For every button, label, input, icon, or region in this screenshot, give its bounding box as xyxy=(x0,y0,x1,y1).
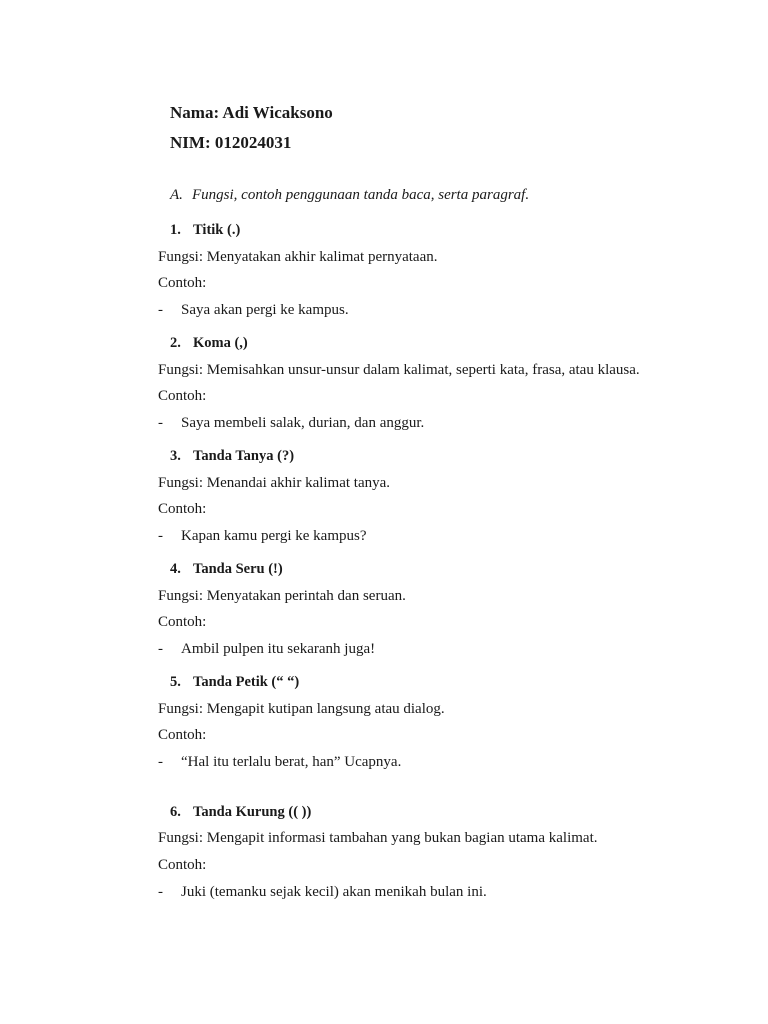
item-number: 4. xyxy=(170,561,181,577)
item-function: Fungsi: Memisahkan unsur-unsur dalam kalimat, seperti kata, frasa, atau klausa. xyxy=(158,362,640,378)
item-heading xyxy=(170,674,299,691)
item-function: Fungsi: Menyatakan akhir kalimat pernyataan. xyxy=(158,249,438,265)
item-number: 6. xyxy=(170,804,181,820)
item-function: Fungsi: Mengapit kutipan langsung atau dialog. xyxy=(158,701,445,717)
example-bullet xyxy=(158,302,349,319)
item-function: Fungsi: Mengapit informasi tambahan yang bukan bagian utama kalimat. xyxy=(158,830,598,846)
item-function: Fungsi: Menandai akhir kalimat tanya. xyxy=(158,475,391,491)
example-label: Contoh: xyxy=(158,614,207,630)
example-label: Contoh: xyxy=(158,388,207,404)
example-text: Saya membeli salak, durian, dan anggur. xyxy=(181,415,425,431)
item-title: Titik (.) xyxy=(193,222,241,238)
example-bullet xyxy=(158,415,424,432)
bullet-dash: - xyxy=(158,884,163,900)
item-title: Tanda Tanya (?) xyxy=(193,448,295,464)
bullet-dash: - xyxy=(158,754,163,770)
item-number: 3. xyxy=(170,448,181,464)
example-label: Contoh: xyxy=(158,275,207,291)
student-name: Nama: Adi Wicaksono xyxy=(170,103,333,122)
example-bullet xyxy=(158,641,375,658)
item-heading xyxy=(170,448,294,465)
item-function: Fungsi: Menyatakan perintah dan seruan. xyxy=(158,588,406,604)
item-title: Tanda Seru (!) xyxy=(193,561,283,577)
item-title: Tanda Kurung (( )) xyxy=(193,804,312,820)
example-label: Contoh: xyxy=(158,501,207,517)
example-label: Contoh: xyxy=(158,727,207,743)
item-heading xyxy=(170,804,311,821)
section-title-text: Fungsi, contoh penggunaan tanda baca, serta paragraf. xyxy=(192,187,530,203)
example-text: Juki (temanku sejak kecil) akan menikah bulan ini. xyxy=(181,884,487,900)
example-bullet xyxy=(158,528,367,545)
section-heading xyxy=(170,187,529,204)
item-heading xyxy=(170,335,248,352)
section-marker: A. xyxy=(170,187,183,203)
bullet-dash: - xyxy=(158,641,163,657)
item-heading xyxy=(170,561,283,578)
example-bullet xyxy=(158,884,487,901)
student-nim: NIM: 012024031 xyxy=(170,133,292,152)
example-text: Kapan kamu pergi ke kampus? xyxy=(181,528,367,544)
bullet-dash: - xyxy=(158,415,163,431)
item-title: Tanda Petik (“ “) xyxy=(193,674,300,690)
bullet-dash: - xyxy=(158,302,163,318)
item-number: 1. xyxy=(170,222,181,238)
example-text: “Hal itu terlalu berat, han” Ucapnya. xyxy=(181,754,402,770)
item-number: 5. xyxy=(170,674,181,690)
bullet-dash: - xyxy=(158,528,163,544)
item-heading xyxy=(170,222,240,239)
example-text: Saya akan pergi ke kampus. xyxy=(181,302,349,318)
item-number: 2. xyxy=(170,335,181,351)
example-text: Ambil pulpen itu sekaranh juga! xyxy=(181,641,376,657)
example-bullet xyxy=(158,754,401,771)
example-label: Contoh: xyxy=(158,857,207,873)
item-title: Koma (,) xyxy=(193,335,248,351)
